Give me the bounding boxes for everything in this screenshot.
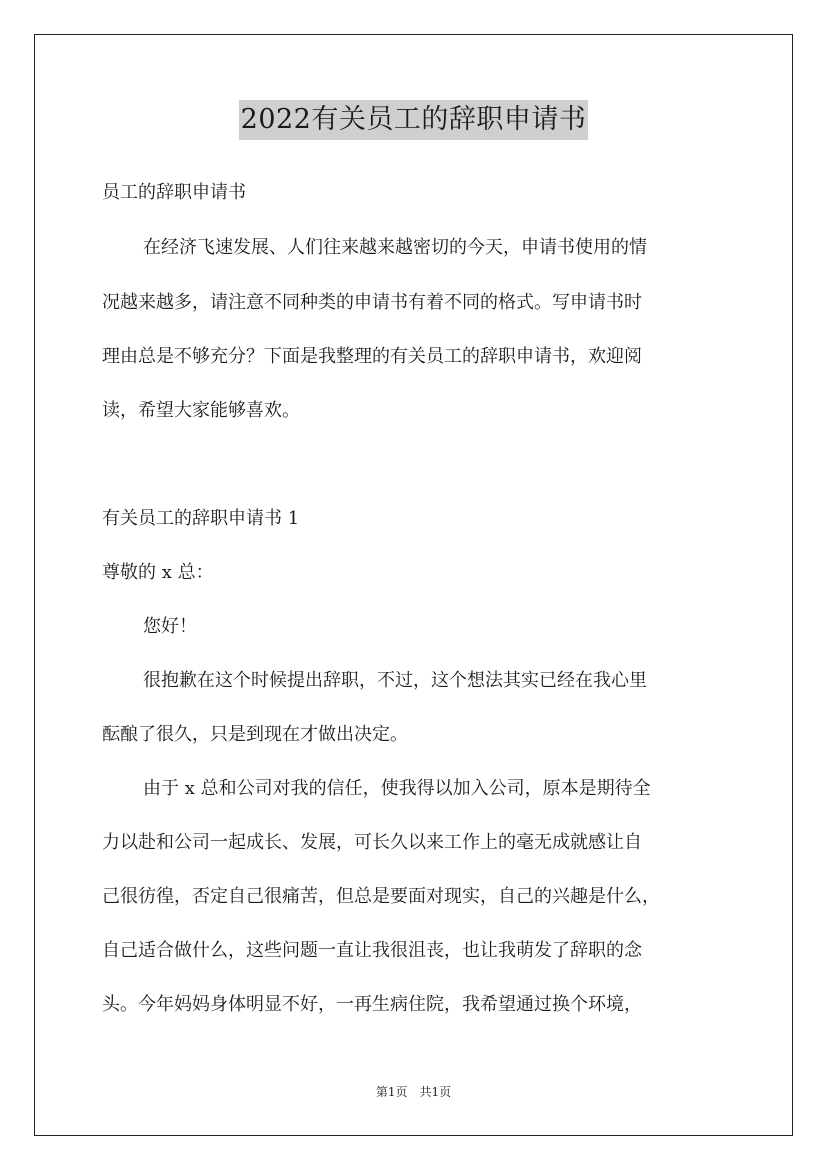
paragraph-line: 力以赴和公司一起成长、发展，可长久以来工作上的毫无成就感让自 (102, 832, 642, 853)
intro-line: 读，希望大家能够喜欢。 (102, 400, 300, 421)
salutation: 尊敬的 x 总： (102, 562, 214, 583)
subtitle: 员工的辞职申请书 (102, 182, 246, 203)
greeting: 您好！ (143, 616, 197, 637)
paragraph-line: 自己适合做什么，这些问题一直让我很沮丧，也让我萌发了辞职的念 (102, 940, 642, 961)
paragraph-line: 很抱歉在这个时候提出辞职，不过，这个想法其实已经在我心里 (143, 670, 647, 691)
paragraph-line: 由于 x 总和公司对我的信任，使我得以加入公司，原本是期待全 (143, 778, 651, 799)
section-heading: 有关员工的辞职申请书 1 (102, 508, 300, 529)
page-total: 共1页 (419, 1085, 452, 1099)
title-container (0, 100, 827, 140)
intro-line: 况越来越多，请注意不同种类的申请书有着不同的格式。写申请书时 (102, 292, 642, 313)
paragraph-line: 己很彷徨，否定自己很痛苦，但总是要面对现实，自己的兴趣是什么， (102, 886, 660, 907)
page-number: 第1页 (375, 1085, 408, 1099)
paragraph-line: 头。今年妈妈身体明显不好，一再生病住院，我希望通过换个环境， (102, 994, 642, 1015)
intro-line: 在经济飞速发展、人们往来越来越密切的今天，申请书使用的情 (143, 237, 647, 258)
paragraph-line: 酝酿了很久，只是到现在才做出决定。 (102, 724, 408, 745)
intro-line: 理由总是不够充分？下面是我整理的有关员工的辞职申请书，欢迎阅 (102, 346, 642, 367)
page-footer (0, 1083, 827, 1101)
document-title: 2022有关员工的辞职申请书 (239, 100, 589, 140)
